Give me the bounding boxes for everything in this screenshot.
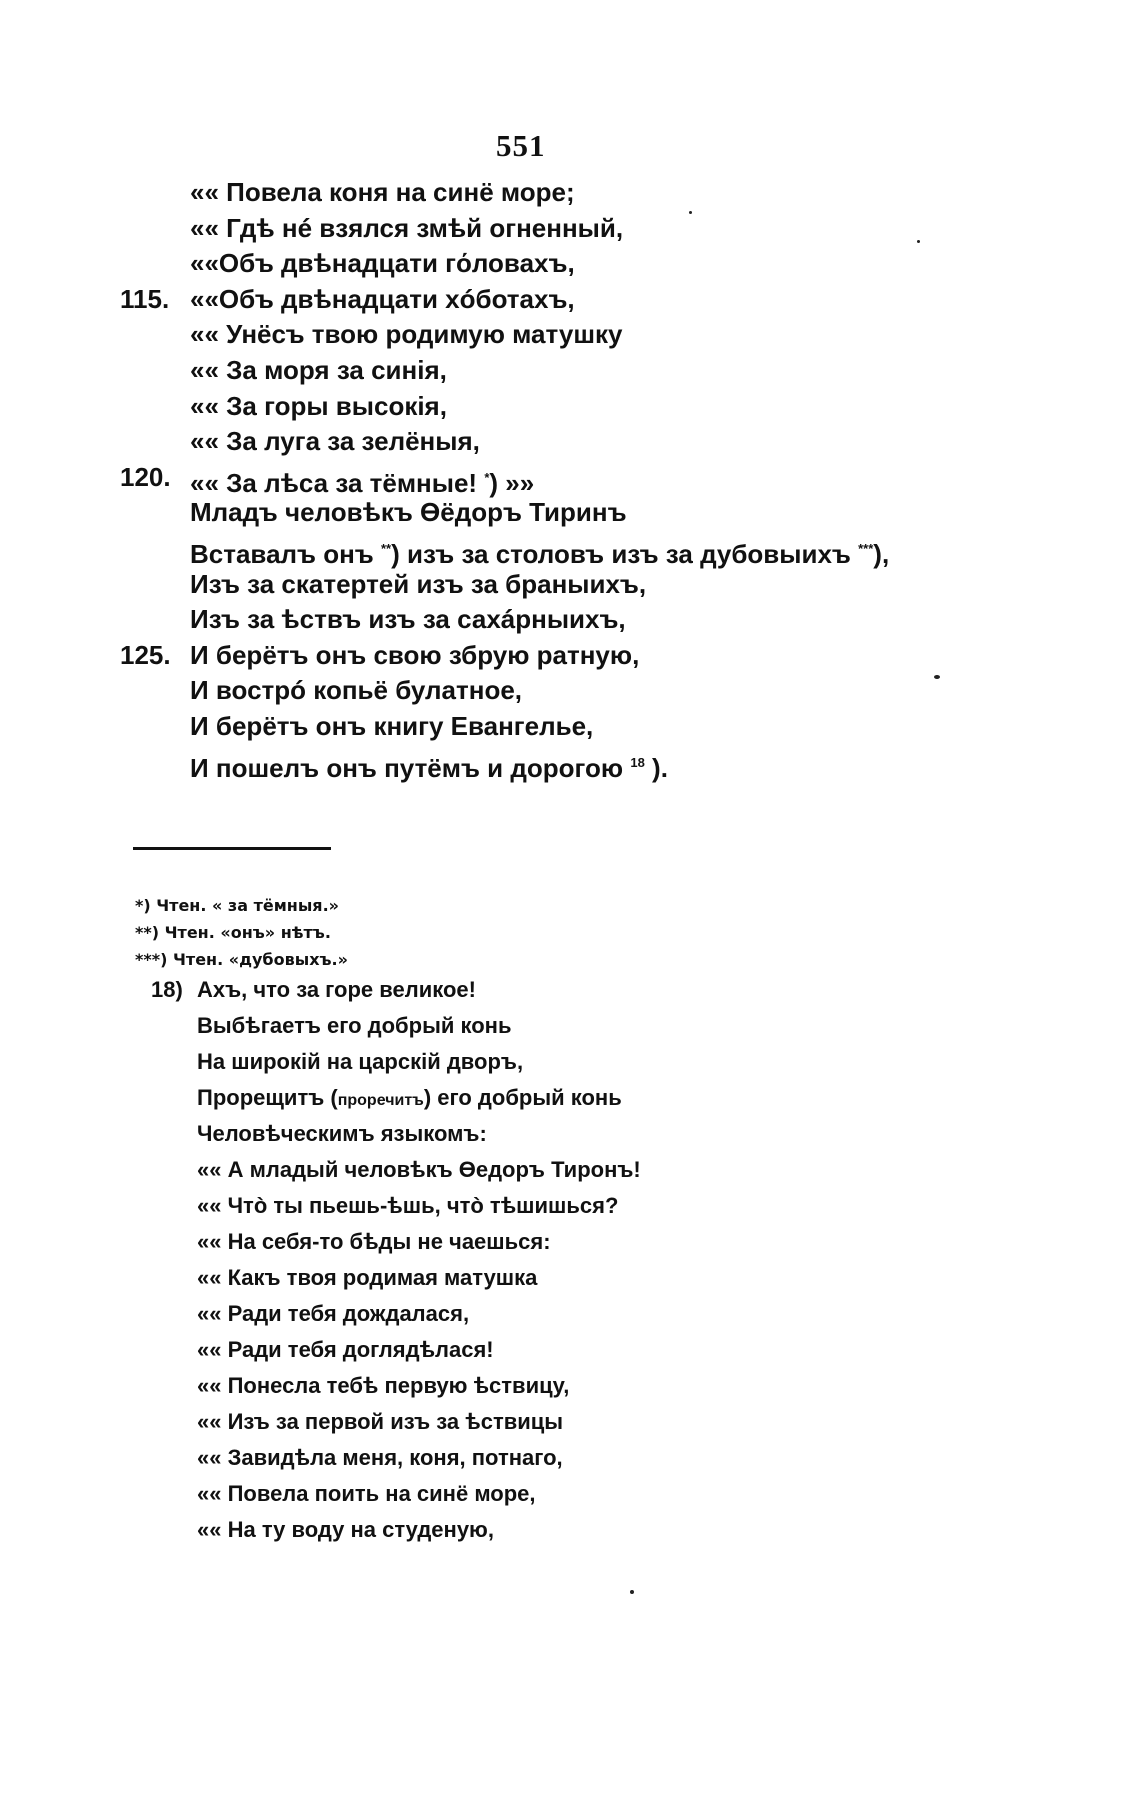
footnote-mark: *: [484, 469, 490, 485]
verse-text: Вставалъ онъ: [190, 538, 374, 569]
verse-text: Изъ за скатертей изъ за браныихъ,: [190, 568, 647, 599]
verse-line: [120, 246, 1020, 282]
footnote-mark: ***: [858, 540, 874, 556]
verse-text: «« Гдѣ нé взялся змѣй огненный,: [190, 212, 624, 243]
verse-text-tail: ).: [652, 752, 668, 783]
footnote-text: «« На ту воду на студеную,: [197, 1517, 494, 1542]
footnote-text: «« Ради тебя доглядѣлася!: [197, 1337, 494, 1362]
footnote-text: «« На себя-то бѣды не чаешься:: [197, 1229, 551, 1254]
footnote-text-tail: ) его добрый конь: [423, 1085, 622, 1110]
footnote-mark: 18): [151, 977, 183, 1002]
footnote-text: «« Завидѣла меня, коня, потнаго,: [197, 1445, 563, 1470]
print-speck: [934, 675, 940, 679]
footnote-text: «« А младый человѣкъ Өедоръ Тиронъ!: [197, 1157, 641, 1182]
footnote-mark: 18: [630, 754, 645, 770]
poem-text: [120, 175, 1020, 783]
verse-line: [120, 211, 1020, 247]
footnote-text: Ахъ, что за горе великое!: [197, 977, 476, 1002]
footnote-text-with-gloss: [197, 1080, 622, 1119]
footnote-text: «« Изъ за первой изъ за ѣствицы: [197, 1409, 564, 1434]
verse-line: [120, 424, 1020, 460]
footnote: ***) Чтен. «дубовыхъ.»: [135, 950, 348, 969]
footnote-text: Выбѣгаетъ его добрый конь: [197, 1013, 512, 1038]
footnote-mark: **: [381, 540, 392, 556]
verse-text: «« Повела коня на синё море;: [190, 177, 575, 207]
verse-text: Младъ человѣкъ Өёдоръ Тиринъ: [190, 497, 627, 528]
footnote-text: Человѣческимъ языкомъ:: [197, 1121, 487, 1146]
verse-text: И вострó копьё булатное,: [190, 675, 523, 706]
verse-line: [120, 602, 1020, 638]
verse-text: ««Объ двѣнадцати гόловахъ,: [190, 248, 575, 279]
print-speck: [689, 211, 692, 214]
footnote-text: Прорещитъ (: [197, 1085, 338, 1110]
short-footnotes: [135, 892, 348, 973]
verse-text: Изъ за ѣствъ изъ за сахáрныихъ,: [190, 604, 626, 635]
verse-line: [120, 175, 1020, 211]
footnote-separator: [133, 847, 331, 850]
verse-line: [120, 745, 1020, 781]
verse-line: [120, 460, 1020, 496]
page-number: 551: [496, 128, 546, 163]
verse-line: [120, 531, 1020, 567]
verse-text-with-footnote: [190, 745, 668, 787]
verse-text: «« За луга за зелёныя,: [190, 426, 480, 457]
verse-line: [120, 389, 1020, 425]
gloss-word: проречитъ: [337, 1092, 424, 1109]
footnote-text: «« Повела поить на синё море,: [197, 1481, 536, 1506]
verse-text: ««Объ двѣнадцати хóботахъ,: [190, 283, 575, 314]
footnote: **) Чтен. «онъ» нѣтъ.: [135, 923, 331, 942]
verse-text: «« За лѣса за тёмные!: [190, 467, 478, 498]
footnote-text: «« Какъ твоя родимая матушка: [197, 1265, 538, 1290]
verse-line: [120, 282, 1020, 318]
verse-line: [120, 673, 1020, 709]
line-number: 125.: [120, 639, 171, 670]
print-speck: [917, 240, 920, 243]
verse-line: [120, 495, 1020, 531]
verse-line: [120, 317, 1020, 353]
verse-text: «« За моря за синія,: [190, 354, 447, 385]
footnote-text: «« Понесла тебѣ первую ѣствицу,: [197, 1373, 570, 1398]
verse-line: [120, 353, 1020, 389]
verse-text: «« За горы высокія,: [190, 390, 447, 421]
verse-text-tail: ) изъ за столовъ изъ за дубовыихъ: [391, 538, 851, 569]
verse-text-tail: ),: [873, 538, 890, 569]
footnote-text: «« Чтò ты пьешь-ѣшь, чтò тѣшишься?: [197, 1193, 619, 1218]
print-speck: [630, 1590, 634, 1594]
verse-text: И берётъ онъ свою збрую ратную,: [190, 639, 640, 670]
verse-text: «« Унёсъ твою родимую матушку: [190, 319, 623, 350]
verse-text: И берётъ онъ книгу Евангелье,: [190, 710, 594, 741]
verse-line: [120, 709, 1020, 745]
verse-text-tail: ) »»: [489, 467, 535, 498]
footnote-text: На широкій на царскій дворъ,: [197, 1049, 524, 1074]
verse-line: [120, 567, 1020, 603]
line-number: 115.: [120, 283, 170, 314]
footnote-text: «« Ради тебя дождалася,: [197, 1301, 470, 1326]
footnote: *) Чтен. « за тёмныя.»: [135, 896, 339, 915]
verse-line: [120, 638, 1020, 674]
verse-text: И пошелъ онъ путёмъ и дорогою: [190, 752, 624, 783]
line-number: 120.: [120, 461, 171, 492]
